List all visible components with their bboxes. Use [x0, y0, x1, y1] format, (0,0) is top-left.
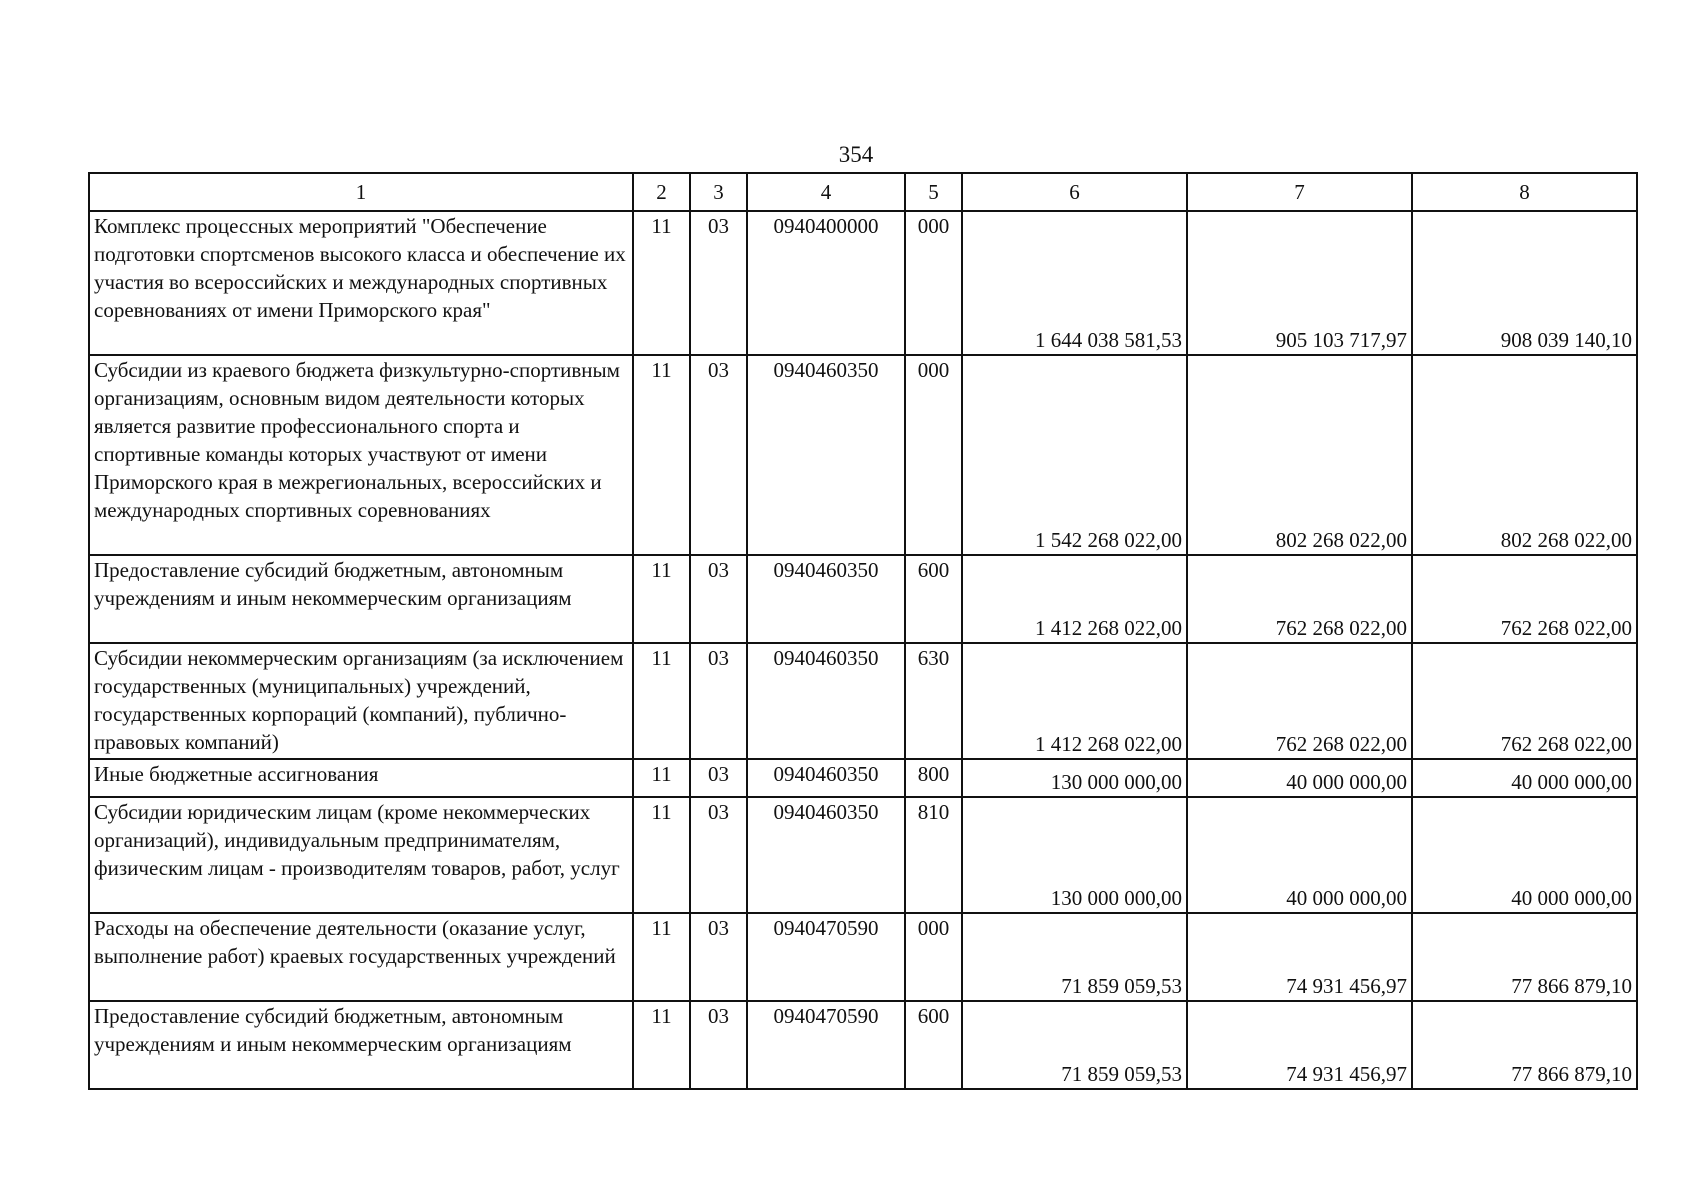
row-section: 11 [633, 643, 690, 759]
header-col-8: 8 [1412, 173, 1637, 211]
row-target-code: 0940460350 [747, 643, 905, 759]
table-row [89, 1001, 1637, 1089]
row-subsection: 03 [690, 1001, 747, 1089]
row-expense-type: 600 [905, 1001, 962, 1089]
row-name: Иные бюджетные ассигнования [89, 759, 633, 797]
row-amount-col8: 40 000 000,00 [1412, 797, 1637, 913]
row-amount-col6: 1 412 268 022,00 [962, 643, 1187, 759]
row-subsection: 03 [690, 913, 747, 1001]
row-amount-col8: 802 268 022,00 [1412, 355, 1637, 555]
row-subsection: 03 [690, 797, 747, 913]
row-target-code: 0940400000 [747, 211, 905, 355]
row-amount-col7: 905 103 717,97 [1187, 211, 1412, 355]
table-header [89, 173, 1637, 211]
row-name: Субсидии из краевого бюджета физкультурно-спортивным организациям, основным видом деятельности которых является развитие профессионального спорта и спортивные команды которых участвуют от имени Приморского края в межрегиональных, всероссийских и международных спортивных соревнованиях [89, 355, 633, 555]
row-amount-col7: 40 000 000,00 [1187, 759, 1412, 797]
row-amount-col6: 130 000 000,00 [962, 759, 1187, 797]
row-target-code: 0940470590 [747, 1001, 905, 1089]
row-amount-col7: 762 268 022,00 [1187, 555, 1412, 643]
row-name: Субсидии юридическим лицам (кроме некоммерческих организаций), индивидуальным предпринимателям, физическим лицам - производителям товаров, работ, услуг [89, 797, 633, 913]
row-subsection: 03 [690, 211, 747, 355]
row-expense-type: 000 [905, 355, 962, 555]
row-amount-col8: 762 268 022,00 [1412, 555, 1637, 643]
table-row [89, 913, 1637, 1001]
row-name: Предоставление субсидий бюджетным, автономным учреждениям и иным некоммерческим организациям [89, 555, 633, 643]
row-subsection: 03 [690, 555, 747, 643]
row-name: Субсидии некоммерческим организациям (за исключением государственных (муниципальных) учреждений, государственных корпораций (компаний), публично-правовых компаний) [89, 643, 633, 759]
row-section: 11 [633, 355, 690, 555]
row-amount-col7: 40 000 000,00 [1187, 797, 1412, 913]
table-body [89, 211, 1637, 1089]
row-amount-col8: 908 039 140,10 [1412, 211, 1637, 355]
row-section: 11 [633, 1001, 690, 1089]
row-target-code: 0940460350 [747, 555, 905, 643]
row-section: 11 [633, 797, 690, 913]
table-row [89, 759, 1637, 797]
header-col-4: 4 [747, 173, 905, 211]
row-subsection: 03 [690, 759, 747, 797]
row-target-code: 0940460350 [747, 759, 905, 797]
header-col-3: 3 [690, 173, 747, 211]
row-amount-col7: 762 268 022,00 [1187, 643, 1412, 759]
row-name: Комплекс процессных мероприятий "Обеспечение подготовки спортсменов высокого класса и обеспечение их участия во всероссийских и международных спортивных соревнованиях от имени Приморского края" [89, 211, 633, 355]
header-col-1: 1 [89, 173, 633, 211]
row-target-code: 0940460350 [747, 355, 905, 555]
row-amount-col8: 77 866 879,10 [1412, 1001, 1637, 1089]
row-amount-col7: 74 931 456,97 [1187, 913, 1412, 1001]
row-section: 11 [633, 913, 690, 1001]
row-amount-col8: 762 268 022,00 [1412, 643, 1637, 759]
row-amount-col7: 74 931 456,97 [1187, 1001, 1412, 1089]
row-section: 11 [633, 555, 690, 643]
row-amount-col6: 130 000 000,00 [962, 797, 1187, 913]
row-expense-type: 000 [905, 913, 962, 1001]
row-section: 11 [633, 211, 690, 355]
row-name: Предоставление субсидий бюджетным, автономным учреждениям и иным некоммерческим организациям [89, 1001, 633, 1089]
table-row [89, 355, 1637, 555]
row-amount-col6: 1 542 268 022,00 [962, 355, 1187, 555]
table-row [89, 555, 1637, 643]
row-section: 11 [633, 759, 690, 797]
row-amount-col8: 77 866 879,10 [1412, 913, 1637, 1001]
row-amount-col6: 71 859 059,53 [962, 1001, 1187, 1089]
page-number: 354 [838, 142, 874, 167]
row-name: Расходы на обеспечение деятельности (оказание услуг, выполнение работ) краевых государственных учреждений [89, 913, 633, 1001]
row-amount-col8: 40 000 000,00 [1412, 759, 1637, 797]
row-amount-col6: 1 412 268 022,00 [962, 555, 1187, 643]
table-row [89, 643, 1637, 759]
table-row [89, 797, 1637, 913]
table-row [89, 211, 1637, 355]
row-expense-type: 600 [905, 555, 962, 643]
row-expense-type: 630 [905, 643, 962, 759]
row-target-code: 0940470590 [747, 913, 905, 1001]
row-expense-type: 810 [905, 797, 962, 913]
header-col-6: 6 [962, 173, 1187, 211]
row-target-code: 0940460350 [747, 797, 905, 913]
row-amount-col6: 71 859 059,53 [962, 913, 1187, 1001]
header-row [89, 173, 1637, 211]
row-subsection: 03 [690, 355, 747, 555]
row-amount-col6: 1 644 038 581,53 [962, 211, 1187, 355]
row-amount-col7: 802 268 022,00 [1187, 355, 1412, 555]
header-col-7: 7 [1187, 173, 1412, 211]
header-col-5: 5 [905, 173, 962, 211]
row-subsection: 03 [690, 643, 747, 759]
row-expense-type: 000 [905, 211, 962, 355]
row-expense-type: 800 [905, 759, 962, 797]
header-col-2: 2 [633, 173, 690, 211]
budget-table [88, 172, 1638, 1090]
